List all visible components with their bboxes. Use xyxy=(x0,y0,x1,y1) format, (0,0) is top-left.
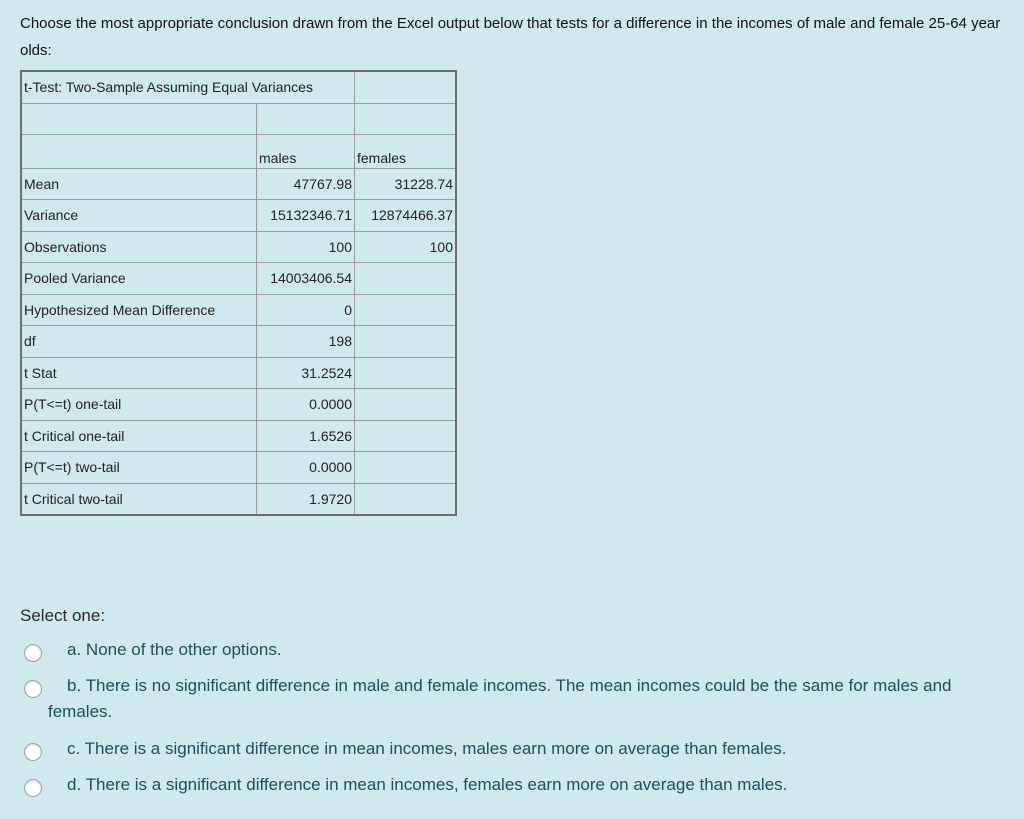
option-letter: b. xyxy=(67,676,82,695)
row-label: Observations xyxy=(21,231,257,263)
males-value: 1.9720 xyxy=(257,483,355,515)
option-text: There is a significant difference in mean incomes, females earn more on average than males. xyxy=(85,775,788,794)
option-letter: c. xyxy=(67,739,81,758)
males-value: 15132346.71 xyxy=(257,200,355,232)
table-row xyxy=(21,294,456,326)
females-value: 12874466.37 xyxy=(355,200,457,232)
females-value xyxy=(355,420,457,452)
males-value: 100 xyxy=(257,231,355,263)
table-cell xyxy=(257,103,355,135)
row-label: t Critical one-tail xyxy=(21,420,257,452)
table-cell xyxy=(21,103,257,135)
column-header-females: females xyxy=(355,135,457,169)
table-title: t-Test: Two-Sample Assuming Equal Variances xyxy=(21,71,355,103)
males-value: 47767.98 xyxy=(257,168,355,200)
table-cell xyxy=(21,135,257,169)
option-letter: d. xyxy=(67,775,82,794)
radio-option-b[interactable] xyxy=(24,680,42,698)
males-value: 198 xyxy=(257,326,355,358)
table-row xyxy=(21,420,456,452)
table-cell xyxy=(355,103,457,135)
row-label: t Critical two-tail xyxy=(21,483,257,515)
table-cell xyxy=(355,71,457,103)
table-row xyxy=(21,200,456,232)
females-value xyxy=(355,263,457,295)
row-label: Mean xyxy=(21,168,257,200)
radio-option-c[interactable] xyxy=(24,743,42,761)
males-value: 0.0000 xyxy=(257,452,355,484)
table-row xyxy=(21,231,456,263)
males-value: 0 xyxy=(257,294,355,326)
table-row xyxy=(21,168,456,200)
table-row xyxy=(21,452,456,484)
excel-output-table xyxy=(20,70,457,516)
males-value: 14003406.54 xyxy=(257,263,355,295)
radio-option-a[interactable] xyxy=(24,644,42,662)
females-value xyxy=(355,294,457,326)
males-value: 31.2524 xyxy=(257,357,355,389)
table-row xyxy=(21,263,456,295)
table-row xyxy=(21,326,456,358)
males-value: 1.6526 xyxy=(257,420,355,452)
row-label: Variance xyxy=(21,200,257,232)
row-label: P(T<=t) two-tail xyxy=(21,452,257,484)
females-value xyxy=(355,483,457,515)
females-value xyxy=(355,452,457,484)
question-text: Choose the most appropriate conclusion drawn from the Excel output below that tests for a difference in the incomes of male and female 25-64 year olds: xyxy=(20,15,1001,59)
row-label: df xyxy=(21,326,257,358)
option-text: None of the other options. xyxy=(85,640,282,659)
row-label: Hypothesized Mean Difference xyxy=(21,294,257,326)
table-row xyxy=(21,357,456,389)
option-text: There is a significant difference in mean incomes, males earn more on average than females. xyxy=(84,739,787,758)
females-value xyxy=(355,326,457,358)
column-header-males: males xyxy=(257,135,355,169)
females-value xyxy=(355,389,457,421)
row-label: Pooled Variance xyxy=(21,263,257,295)
table-row xyxy=(21,483,456,515)
radio-option-d[interactable] xyxy=(24,779,42,797)
table-row xyxy=(21,389,456,421)
males-value: 0.0000 xyxy=(257,389,355,421)
females-value: 31228.74 xyxy=(355,168,457,200)
row-label: P(T<=t) one-tail xyxy=(21,389,257,421)
row-label: t Stat xyxy=(21,357,257,389)
option-letter: a. xyxy=(67,640,82,659)
females-value: 100 xyxy=(355,231,457,263)
females-value xyxy=(355,357,457,389)
option-text: There is no significant difference in male and female incomes. The mean incomes could be the same for males and females. xyxy=(48,676,952,721)
select-one-prompt: Select one: xyxy=(20,606,106,625)
